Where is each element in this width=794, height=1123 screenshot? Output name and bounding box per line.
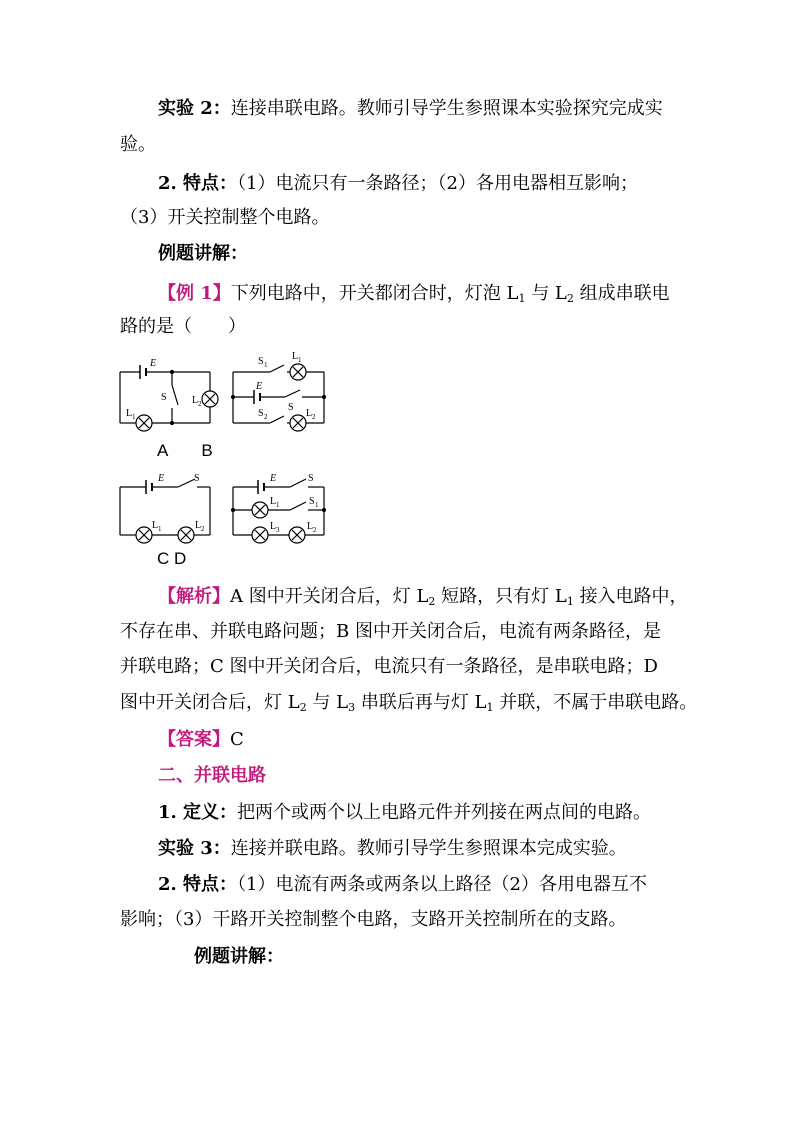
label-sub: 1 <box>298 356 302 364</box>
label-sub: 2 <box>201 525 205 533</box>
label-sub: 2 <box>264 413 268 421</box>
analysis-text: 并联，不属于串联电路。 <box>493 692 698 713</box>
label-L: L <box>192 395 199 406</box>
exp2-label: 实验 2： <box>158 98 231 119</box>
answer-value: C <box>230 729 244 750</box>
label-E: E <box>158 473 165 484</box>
label-sub: 2 <box>312 413 316 421</box>
def-line <box>158 800 651 826</box>
circuit-a <box>120 365 218 431</box>
label-E: E <box>256 381 263 392</box>
switch-icon <box>270 416 284 423</box>
label-sub: 2 <box>198 400 202 408</box>
feature1-label: 2. 特点： <box>158 173 238 194</box>
label-sub: 3 <box>276 526 280 534</box>
switch-icon <box>290 479 306 487</box>
label-E: E <box>150 358 157 369</box>
def-label: 1. 定义： <box>158 802 238 823</box>
label-S: S <box>258 408 264 419</box>
exp2-text1: 连接串联电路。教师引导学生参照课本实验探究完成实 <box>230 98 663 119</box>
caption-cd: C D <box>157 549 187 568</box>
analysis-line3: 并联电路；C 图中开关闭合后，电流只有一条路径，是串联电路；D <box>120 656 658 677</box>
exp3-line <box>158 836 627 862</box>
label-sub: 1 <box>158 525 162 533</box>
analysis-sub: 1 <box>486 701 494 714</box>
exp2-line2: 验。 <box>120 134 156 155</box>
analysis-sub: 2 <box>428 595 436 608</box>
example-heading-2: 例题讲解： <box>194 946 284 967</box>
ex1-tag: 【例 1】 <box>158 283 231 304</box>
label-L: L <box>270 521 277 532</box>
analysis-text: A 图中开关闭合后，灯 L <box>230 586 429 607</box>
answer-line <box>158 727 244 753</box>
label-S: S <box>309 496 315 507</box>
switch-icon <box>172 385 178 405</box>
label-S: S <box>194 473 200 484</box>
analysis-text: 与 L <box>306 692 349 713</box>
label-S: S <box>161 392 167 403</box>
label-L: L <box>195 520 202 531</box>
ex1-text-b: 与 L <box>525 283 567 304</box>
analysis-sub: 3 <box>348 701 356 714</box>
ex1-line2: 路的是（ ） <box>120 316 246 337</box>
feature2-line1 <box>158 872 647 898</box>
label-S: S <box>288 402 294 413</box>
analysis-text: 接入电路中， <box>573 586 688 607</box>
ex1-text-a: 下列电路中，开关都闭合时，灯泡 L <box>230 283 519 304</box>
analysis-sub: 2 <box>299 701 307 714</box>
ex1-sub1: 1 <box>518 292 526 305</box>
feature1-text1: （1）电流只有一条路径；（2）各用电器相互影响； <box>237 173 638 194</box>
analysis-line1 <box>158 584 688 615</box>
analysis-line4 <box>120 690 697 721</box>
feature1-line2: （3）开关控制整个电路。 <box>120 207 330 228</box>
example-heading: 例题讲解： <box>158 243 248 264</box>
def-text: 把两个或两个以上电路元件并列接在两点间的电路。 <box>237 802 652 823</box>
feature2-label: 2. 特点： <box>158 874 238 895</box>
label-L: L <box>292 351 299 362</box>
label-sub: 1 <box>276 501 280 509</box>
label-sub: 1 <box>264 361 268 369</box>
label-sub: 1 <box>315 501 319 509</box>
switch-icon <box>270 365 284 372</box>
label-sub: 1 <box>132 413 136 421</box>
caption-ab: A B <box>157 441 213 460</box>
analysis-tag: 【解析】 <box>158 586 230 607</box>
feature2-text1: （1）电流有两条或两条以上路径（2）各用电器互不 <box>237 874 647 895</box>
analysis-text: 图中开关闭合后，灯 L <box>120 692 300 713</box>
exp3-text: 连接并联电路。教师引导学生参照课本完成实验。 <box>230 838 627 859</box>
circuit-c <box>120 479 210 543</box>
label-L: L <box>306 408 313 419</box>
section-heading: 二、并联电路 <box>158 765 266 786</box>
switch-icon <box>290 502 306 510</box>
label-L: L <box>307 521 314 532</box>
label-sub: 2 <box>313 526 317 534</box>
analysis-text: 串联后再与灯 L <box>355 692 487 713</box>
switch-icon <box>178 479 195 487</box>
label-S: S <box>308 473 314 484</box>
label-S: S <box>258 356 264 367</box>
exp3-label: 实验 3： <box>158 838 231 859</box>
ex1-text-c: 组成串联电 <box>573 283 670 304</box>
label-L: L <box>126 408 133 419</box>
switch-icon <box>285 390 300 397</box>
label-L: L <box>152 520 159 531</box>
answer-tag: 【答案】 <box>158 729 230 750</box>
analysis-line2: 不存在串、并联电路问题；B 图中开关闭合后，电流有两条路径，是 <box>120 621 661 642</box>
label-E: E <box>270 473 277 484</box>
analysis-sub: 1 <box>566 595 574 608</box>
ex1-sub2: 2 <box>566 292 574 305</box>
analysis-text: 短路，只有灯 L <box>435 586 567 607</box>
label-L: L <box>270 496 277 507</box>
feature2-line2: 影响；（3）干路开关控制整个电路，支路开关控制所在的支路。 <box>120 909 627 930</box>
